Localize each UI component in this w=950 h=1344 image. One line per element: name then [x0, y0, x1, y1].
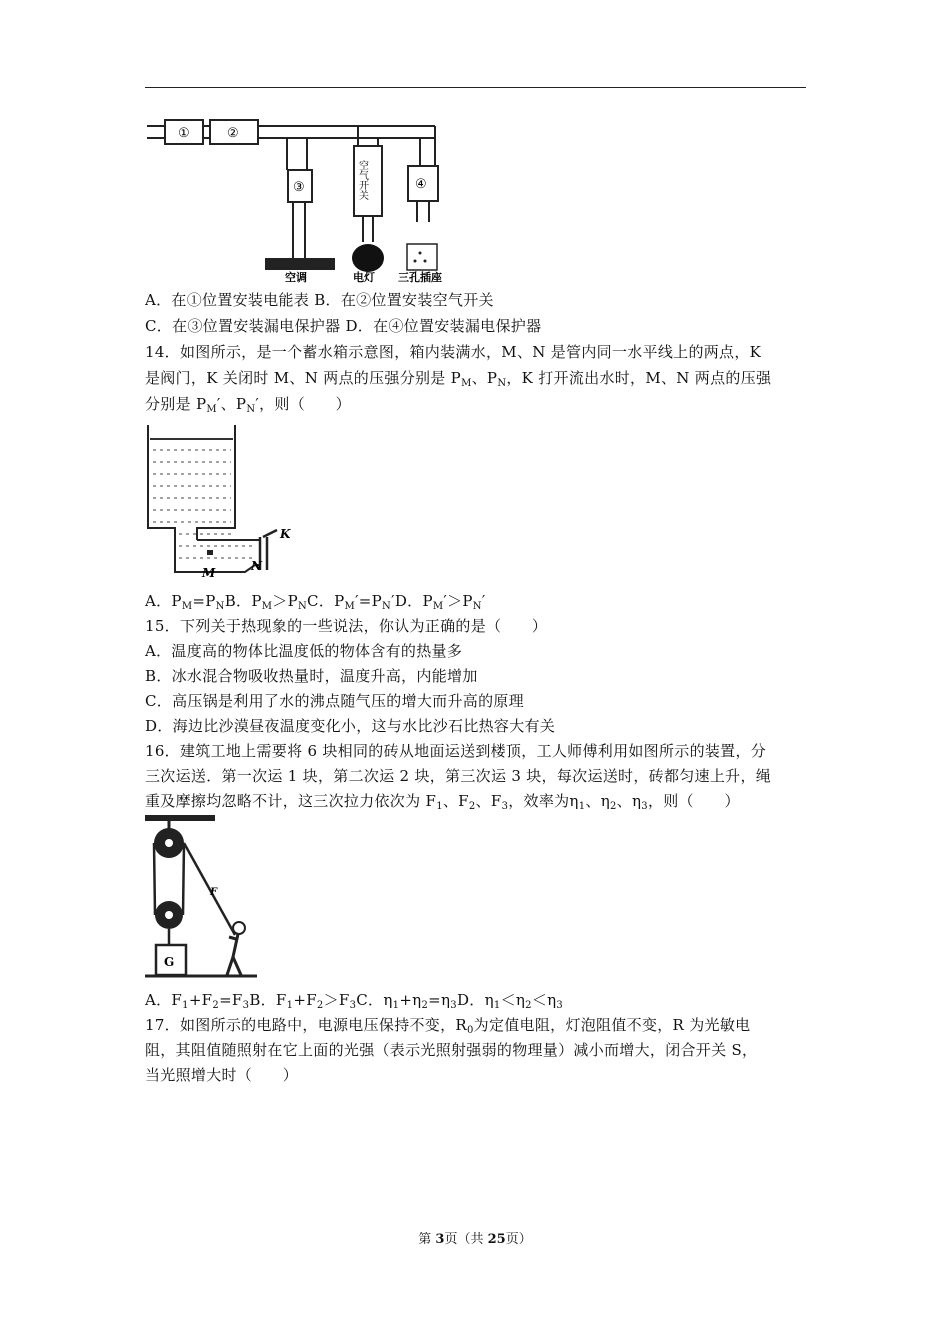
- q17-stem-line1: 17．如图所示的电路中，电源电压保持不变，$R_0$为定值电阻，灯泡阻值不变，R 为光敏电: [145, 1016, 751, 1036]
- fig16-pulley-diagram: [145, 815, 260, 987]
- q14-stem-line1: 14．如图所示，是一个蓄水箱示意图，箱内装满水，M、N 是管内同一水平线上的两点，K: [145, 343, 762, 361]
- q15-stem: 15．下列关于热现象的一些说法，你认为正确的是（ ）: [145, 617, 548, 635]
- q17-stem-line2: 阻，其阻值随照射在它上面的光强（表示光照射强弱的物理量）减小而增大，闭合开关 S，: [145, 1041, 758, 1059]
- fig14-water-tank-diagram: [145, 420, 300, 582]
- q16-stem-line1: 16．建筑工地上需要将 6 块相同的砖从地面运送到楼顶，工人师傅利用如图所示的装置，分: [145, 742, 767, 760]
- page-footer: 第 3页（共 25页）: [418, 1232, 532, 1247]
- q15-option-d: D．海边比沙漠昼夜温度变化小，这与水比沙石比热容大有关: [145, 717, 556, 735]
- valve-k-label: K: [280, 527, 291, 541]
- q13-options-cd: C．在③位置安装漏电保护器 D．在④位置安装漏电保护器: [145, 317, 542, 335]
- air-conditioner-label: 空调: [285, 271, 307, 283]
- load-g-label: G: [164, 955, 175, 969]
- header-rule: [145, 87, 806, 88]
- q16-stem-line2: 三次运送．第一次运 1 块，第二次运 2 块，第三次运 3 块，每次运送时，砖都匀速上升，绳: [145, 767, 772, 785]
- q15-option-b: B．冰水混合物吸收热量时，温度升高，内能增加: [145, 667, 478, 685]
- q13-options-ab: A．在①位置安装电能表 B．在②位置安装空气开关: [145, 291, 494, 309]
- position-4-label: ④: [415, 177, 427, 192]
- q16-stem-line3: 重及摩擦均忽略不计，这三次拉力依次为 $F_1$、$F_2$、$F_3$，效率为$\eta_1$、$\eta_2$、$\eta_3$，则（ ）: [145, 792, 740, 812]
- fig13-circuit-diagram: [145, 118, 455, 283]
- q17-stem-line3: 当光照增大时（ ）: [145, 1066, 299, 1084]
- position-3-label: ③: [293, 180, 305, 195]
- q14-options: A．$P_M=P_NB$．$P_M>P_NC$．$P_M'=P_N'D$．$P_M'>P_N'$: [145, 592, 486, 612]
- q15-option-c: C．高压锅是利用了水的沸点随气压的增大而升高的原理: [145, 692, 524, 710]
- position-2-label: ②: [227, 126, 239, 141]
- q15-option-a: A．温度高的物体比温度低的物体含有的热量多: [145, 642, 463, 660]
- air-switch-label: 空气开关: [356, 160, 368, 200]
- q14-stem-line3: 分别是 $P_M'$、$P_N'$，则（ ）: [145, 395, 351, 415]
- q14-stem-line2: 是阀门，K 关闭时 M、N 两点的压强分别是 $P_M$、$P_N$，K 打开流出水时，M、N 两点的压强: [145, 369, 772, 389]
- force-f-label: F: [210, 887, 218, 898]
- position-1-label: ①: [178, 126, 190, 141]
- q16-options: A．$F_1+F_2=F_3B$．$F_1+F_2>F_3C$．$\eta_1+\eta_2=\eta_3D$．$\eta_1<\eta_2<\eta_3$: [145, 991, 564, 1011]
- lamp-label: 电灯: [353, 271, 375, 283]
- point-n-label: N: [251, 559, 262, 573]
- point-m-label: M: [202, 566, 216, 580]
- socket-label: 三孔插座: [398, 271, 442, 283]
